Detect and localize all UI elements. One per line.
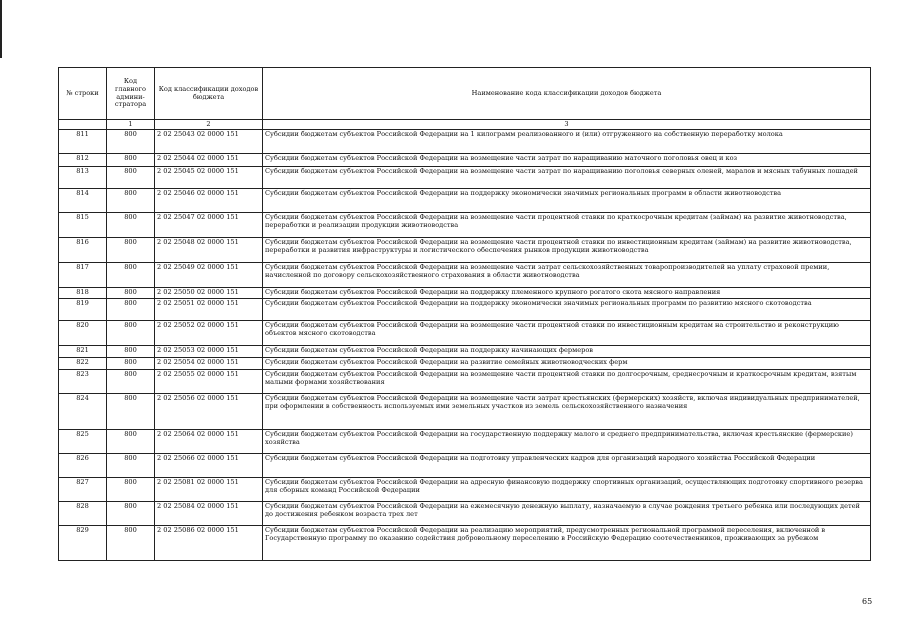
row-number: 818 bbox=[59, 288, 107, 299]
row-number: 825 bbox=[59, 430, 107, 454]
admin-code: 800 bbox=[107, 263, 155, 288]
classification-code: 2 02 25056 02 0000 151 bbox=[155, 394, 263, 430]
row-number: 816 bbox=[59, 238, 107, 263]
row-number: 826 bbox=[59, 454, 107, 478]
table-row bbox=[59, 167, 871, 189]
row-number: 827 bbox=[59, 478, 107, 502]
classification-code: 2 02 25086 02 0000 151 bbox=[155, 526, 263, 561]
code-name: Субсидии бюджетам субъектов Российской Федерации на подготовку управленческих кадров для организаций народного хозяйства Российской Федерации bbox=[263, 454, 871, 478]
table-row bbox=[59, 346, 871, 358]
admin-code: 800 bbox=[107, 346, 155, 358]
row-number: 815 bbox=[59, 213, 107, 238]
row-number: 821 bbox=[59, 346, 107, 358]
classification-code: 2 02 25043 02 0000 151 bbox=[155, 130, 263, 154]
table-row bbox=[59, 189, 871, 213]
header-code-name: Наименование кода классификации доходов бюджета bbox=[263, 68, 871, 120]
code-name: Субсидии бюджетам субъектов Российской Федерации на 1 килограмм реализованного и (или) отгруженного на собственную переработку молока bbox=[263, 130, 871, 154]
admin-code: 800 bbox=[107, 526, 155, 561]
table-row bbox=[59, 321, 871, 346]
classification-code: 2 02 25044 02 0000 151 bbox=[155, 154, 263, 167]
code-name: Субсидии бюджетам субъектов Российской Федерации на возмещение части затрат по наращиванию маточного поголовья овец и коз bbox=[263, 154, 871, 167]
admin-code: 800 bbox=[107, 238, 155, 263]
row-number: 811 bbox=[59, 130, 107, 154]
table-row bbox=[59, 154, 871, 167]
admin-code: 800 bbox=[107, 154, 155, 167]
admin-code: 800 bbox=[107, 288, 155, 299]
classification-code: 2 02 25045 02 0000 151 bbox=[155, 167, 263, 189]
table-row bbox=[59, 502, 871, 526]
code-name: Субсидии бюджетам субъектов Российской Федерации на возмещение части процентной ставки по инвестиционным кредитам (займам) на развитие животноводства, переработки и развития инфраструктуры и логистического обеспечения рынков продукции животноводства bbox=[263, 238, 871, 263]
admin-code: 800 bbox=[107, 130, 155, 154]
classification-code: 2 02 25052 02 0000 151 bbox=[155, 321, 263, 346]
scan-edge-line bbox=[0, 0, 2, 58]
admin-code: 800 bbox=[107, 189, 155, 213]
table-row bbox=[59, 263, 871, 288]
admin-code: 800 bbox=[107, 213, 155, 238]
code-name: Субсидии бюджетам субъектов Российской Федерации на ежемесячную денежную выплату, назначаемую в случае рождения третьего ребенка или последующих детей до достижения ребенком возраста трех лет bbox=[263, 502, 871, 526]
admin-code: 800 bbox=[107, 321, 155, 346]
column-number: 2 bbox=[155, 120, 263, 130]
admin-code: 800 bbox=[107, 394, 155, 430]
code-name: Субсидии бюджетам субъектов Российской Федерации на поддержку экономически значимых региональных программ в области животноводства bbox=[263, 189, 871, 213]
admin-code: 800 bbox=[107, 167, 155, 189]
classification-code: 2 02 25053 02 0000 151 bbox=[155, 346, 263, 358]
code-name: Субсидии бюджетам субъектов Российской Федерации на реализацию мероприятий, предусмотренных региональной программой переселения, включенной в Государственную программу по оказанию содействия добровольному переселению в Российскую Федерацию соотечественников, проживающих за рубежом bbox=[263, 526, 871, 561]
admin-code: 800 bbox=[107, 358, 155, 370]
code-name: Субсидии бюджетам субъектов Российской Федерации на возмещение части затрат крестьянских (фермерских) хозяйств, включая индивидуальных предпринимателей, при оформлении в собственность используемых ими земельных участков из земель сельскохозяйственного назначения bbox=[263, 394, 871, 430]
table-row bbox=[59, 370, 871, 394]
code-name: Субсидии бюджетам субъектов Российской Федерации на поддержку начинающих фермеров bbox=[263, 346, 871, 358]
classification-code: 2 02 25081 02 0000 151 bbox=[155, 478, 263, 502]
code-name: Субсидии бюджетам субъектов Российской Федерации на государственную поддержку малого и среднего предпринимательства, включая крестьянские (фермерские) хозяйства bbox=[263, 430, 871, 454]
budget-revenue-table bbox=[58, 67, 871, 561]
classification-code: 2 02 25046 02 0000 151 bbox=[155, 189, 263, 213]
row-number: 817 bbox=[59, 263, 107, 288]
code-name: Субсидии бюджетам субъектов Российской Федерации на возмещение части процентной ставки по инвестиционным кредитам на строительство и реконструкцию объектов мясного скотоводства bbox=[263, 321, 871, 346]
admin-code: 800 bbox=[107, 299, 155, 321]
admin-code: 800 bbox=[107, 502, 155, 526]
table-row bbox=[59, 526, 871, 561]
table-row bbox=[59, 430, 871, 454]
admin-code: 800 bbox=[107, 454, 155, 478]
page-number: 65 bbox=[862, 597, 873, 606]
classification-code: 2 02 25054 02 0000 151 bbox=[155, 358, 263, 370]
classification-code: 2 02 25066 02 0000 151 bbox=[155, 454, 263, 478]
row-number: 819 bbox=[59, 299, 107, 321]
column-number-empty bbox=[59, 120, 107, 130]
row-number: 820 bbox=[59, 321, 107, 346]
classification-code: 2 02 25051 02 0000 151 bbox=[155, 299, 263, 321]
admin-code: 800 bbox=[107, 430, 155, 454]
row-number: 828 bbox=[59, 502, 107, 526]
code-name: Субсидии бюджетам субъектов Российской Федерации на возмещение части процентной ставки по краткосрочным кредитам (займам) на развитие животноводства, переработки и реализации продукции животноводства bbox=[263, 213, 871, 238]
row-number: 822 bbox=[59, 358, 107, 370]
code-name: Субсидии бюджетам субъектов Российской Федерации на поддержку племенного крупного рогатого скота мясного направления bbox=[263, 288, 871, 299]
row-number: 813 bbox=[59, 167, 107, 189]
header-row bbox=[59, 68, 871, 120]
row-number: 824 bbox=[59, 394, 107, 430]
row-number: 823 bbox=[59, 370, 107, 394]
header-admin-code: Код главного админи-стратора bbox=[107, 68, 155, 120]
admin-code: 800 bbox=[107, 478, 155, 502]
code-name: Субсидии бюджетам субъектов Российской Федерации на возмещение части затрат по наращиванию поголовья северных оленей, маралов и мясных табунных лошадей bbox=[263, 167, 871, 189]
column-number: 3 bbox=[263, 120, 871, 130]
code-name: Субсидии бюджетам субъектов Российской Федерации на возмещение части процентной ставки по долгосрочным, среднесрочным и краткосрочным кредитам, взятым малыми формами хозяйствования bbox=[263, 370, 871, 394]
header-row-number: № строки bbox=[59, 68, 107, 120]
table-row bbox=[59, 130, 871, 154]
classification-code: 2 02 25064 02 0000 151 bbox=[155, 430, 263, 454]
table-row bbox=[59, 238, 871, 263]
code-name: Субсидии бюджетам субъектов Российской Федерации на развитие семейных животноводческих ферм bbox=[263, 358, 871, 370]
classification-code: 2 02 25055 02 0000 151 bbox=[155, 370, 263, 394]
table-row bbox=[59, 288, 871, 299]
admin-code: 800 bbox=[107, 370, 155, 394]
header-classification-code: Код классификации доходов бюджета bbox=[155, 68, 263, 120]
classification-code: 2 02 25084 02 0000 151 bbox=[155, 502, 263, 526]
classification-code: 2 02 25048 02 0000 151 bbox=[155, 238, 263, 263]
table-row bbox=[59, 394, 871, 430]
column-number-row bbox=[59, 120, 871, 130]
table-row bbox=[59, 358, 871, 370]
row-number: 814 bbox=[59, 189, 107, 213]
row-number: 829 bbox=[59, 526, 107, 561]
code-name: Субсидии бюджетам субъектов Российской Федерации на адресную финансовую поддержку спортивных организаций, осуществляющих подготовку спортивного резерва для сборных команд Российской Федерации bbox=[263, 478, 871, 502]
table-row bbox=[59, 454, 871, 478]
classification-code: 2 02 25049 02 0000 151 bbox=[155, 263, 263, 288]
classification-code: 2 02 25047 02 0000 151 bbox=[155, 213, 263, 238]
table-row bbox=[59, 478, 871, 502]
row-number: 812 bbox=[59, 154, 107, 167]
code-name: Субсидии бюджетам субъектов Российской Федерации на поддержку экономически значимых региональных программ по развитию мясного скотоводства bbox=[263, 299, 871, 321]
table-row bbox=[59, 299, 871, 321]
code-name: Субсидии бюджетам субъектов Российской Федерации на возмещение части затрат сельскохозяйственных товаропроизводителей на уплату страховой премии, начисленной по договору сельскохозяйственного страхования в области животноводства bbox=[263, 263, 871, 288]
table-row bbox=[59, 213, 871, 238]
classification-code: 2 02 25050 02 0000 151 bbox=[155, 288, 263, 299]
column-number: 1 bbox=[107, 120, 155, 130]
